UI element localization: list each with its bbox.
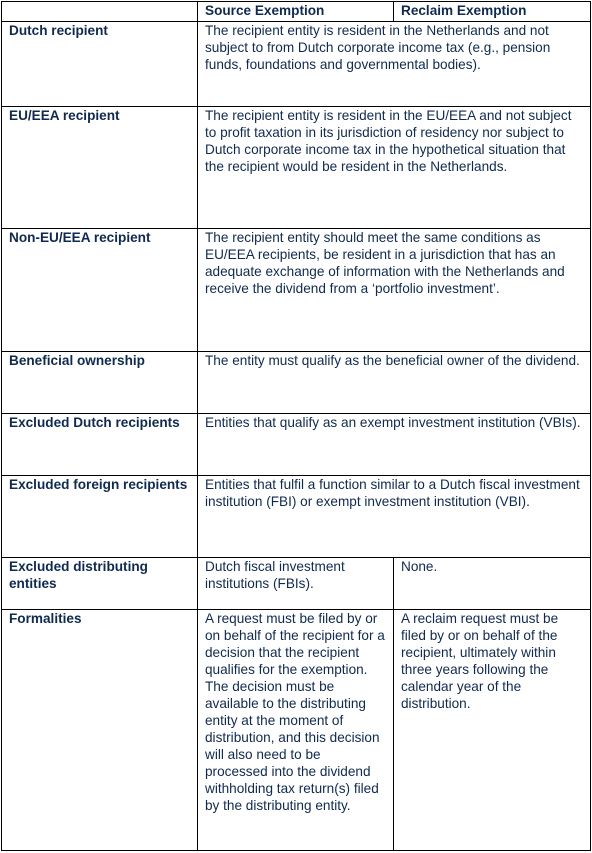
row-text-beneficial-ownership: The entity must qualify as the beneficial owner of the dividend. xyxy=(198,352,591,414)
row-text-non-eu-eea-recipient: The recipient entity should meet the same conditions as EU/EEA recipients, be resident in a jurisdiction that has an adequate exchange of information with the Netherlands and receive the dividend from a ‘portfolio investment’. xyxy=(198,229,591,352)
row-label-excluded-dutch-recipients: Excluded Dutch recipients xyxy=(2,414,198,476)
row-reclaim-excluded-distributing-entities: None. xyxy=(394,558,591,610)
row-text-eu-eea-recipient: The recipient entity is resident in the EU/EEA and not subject to profit taxation in its jurisdiction of residency nor subject to Dutch corporate income tax in the hypothetical situation that the recipient would be resident in the Netherlands. xyxy=(198,107,591,229)
table-row xyxy=(2,352,591,414)
row-label-non-eu-eea-recipient: Non-EU/EEA recipient xyxy=(2,229,198,352)
row-source-formalities: A request must be filed by or on behalf of the recipient for a decision that the recipient qualifies for the exemption. The decision must be available to the distributing entity at the moment of distribution, and this decision will also need to be processed into the dividend withholding tax return(s) filed by the distributing entity. xyxy=(198,610,394,851)
row-source-excluded-distributing-entities: Dutch fiscal investment institutions (FBIs). xyxy=(198,558,394,610)
header-reclaim-exemption: Reclaim Exemption xyxy=(394,2,591,22)
table-row xyxy=(2,610,591,851)
header-source-exemption: Source Exemption xyxy=(198,2,394,22)
table-row xyxy=(2,414,591,476)
row-label-eu-eea-recipient: EU/EEA recipient xyxy=(2,107,198,229)
table-header-row xyxy=(2,2,591,22)
row-text-excluded-foreign-recipients: Entities that fulfil a function similar to a Dutch fiscal investment institution (FBI) or exempt investment institution (VBI). xyxy=(198,476,591,558)
table-row xyxy=(2,22,591,107)
row-text-excluded-dutch-recipients: Entities that qualify as an exempt investment institution (VBIs). xyxy=(198,414,591,476)
table-row xyxy=(2,107,591,229)
row-label-formalities: Formalities xyxy=(2,610,198,851)
exemption-table xyxy=(1,1,591,851)
row-label-beneficial-ownership: Beneficial ownership xyxy=(2,352,198,414)
row-label-excluded-foreign-recipients: Excluded foreign recipients xyxy=(2,476,198,558)
row-label-excluded-distributing-entities: Excluded distributing entities xyxy=(2,558,198,610)
table-row xyxy=(2,476,591,558)
table-row xyxy=(2,229,591,352)
table-row xyxy=(2,558,591,610)
row-reclaim-formalities: A reclaim request must be filed by or on behalf of the recipient, ultimately within three years following the calendar year of the distribution. xyxy=(394,610,591,851)
row-text-dutch-recipient: The recipient entity is resident in the Netherlands and not subject to from Dutch corporate income tax (e.g., pension funds, foundations and governmental bodies). xyxy=(198,22,591,107)
header-empty-cell xyxy=(2,2,198,22)
row-label-dutch-recipient: Dutch recipient xyxy=(2,22,198,107)
